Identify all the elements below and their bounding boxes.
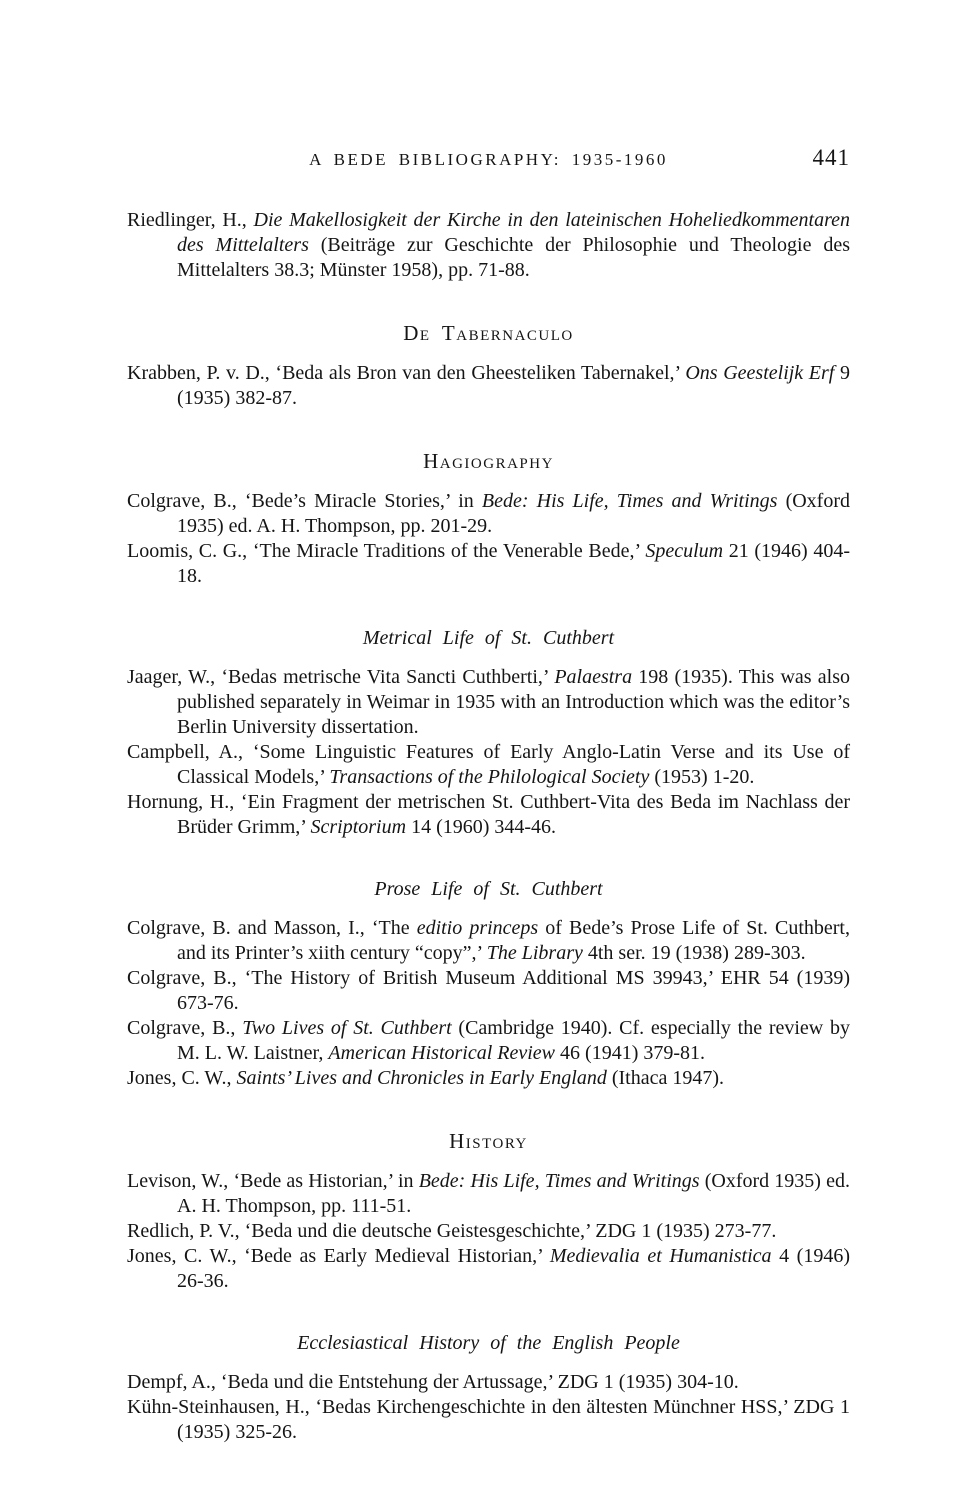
entry-text: 21 (1946) 404-18. <box>177 540 850 587</box>
entry-text: Dempf, A., ‘Beda und die Entstehung der Artussage,’ ZDG 1 (1935) 304-10. <box>127 1371 739 1393</box>
entry-italic-text: Bede: His Life, Times and Writings <box>481 490 778 512</box>
entry-text: Colgrave, B., <box>127 1017 243 1039</box>
page-number: 441 <box>812 145 850 170</box>
entry-italic-text: editio princeps <box>416 917 539 939</box>
entry-italic-text: Bede: His Life, Times and Writings <box>418 1170 700 1192</box>
bibliography-section <box>127 1129 850 1294</box>
bibliography-entry <box>127 1066 850 1091</box>
bibliography-entry <box>127 1219 850 1244</box>
entry-text: (Beiträge zur Geschichte der Philosophie und Theologie des Mittelalters 38.3; Münster 1958), pp. 71-88. <box>177 234 850 281</box>
entry-italic-text: Transactions of the Philological Society <box>329 766 650 788</box>
entry-text: (1953) 1-20. <box>649 766 755 788</box>
bibliography-entry <box>127 361 850 411</box>
bibliography-section <box>127 208 850 283</box>
section-heading: De Tabernaculo <box>403 321 574 345</box>
entry-italic-text: The Library <box>486 942 583 964</box>
entry-text: Levison, W., ‘Bede as Historian,’ in <box>127 1170 419 1192</box>
page-header <box>127 145 850 178</box>
bibliography-entry <box>127 539 850 589</box>
entry-text: (Ithaca 1947). <box>606 1067 724 1089</box>
entry-italic-text: American Historical Review <box>328 1042 556 1064</box>
text-column <box>127 145 851 1445</box>
section-heading: Ecclesiastical History of the English People <box>297 1332 680 1354</box>
bibliography-section <box>127 449 850 589</box>
section-heading: Metrical Life of St. Cuthbert <box>362 627 615 649</box>
bibliography-section <box>127 321 850 411</box>
bibliography-entry <box>127 1016 850 1066</box>
entry-text: 198 (1935). This was also published separately in Weimar in 1935 with an Introduction which was the editor’s Berlin University dissertation. <box>177 666 850 738</box>
bibliography-section <box>127 878 850 1091</box>
entry-italic-text: Scriptorium <box>310 816 407 838</box>
entry-text: Colgrave, B., ‘Bede’s Miracle Stories,’ in <box>127 490 482 512</box>
entry-italic-text: Two Lives of St. Cuthbert <box>242 1017 452 1039</box>
entry-text: 14 (1960) 344-46. <box>406 816 557 838</box>
bibliography-entry <box>127 489 850 539</box>
entry-text: (Cambridge 1940). Cf. especially the review by M. L. W. Laistner, <box>177 1017 851 1064</box>
bibliography-entry <box>127 966 850 1016</box>
entry-text: 9 (1935) 382-87. <box>177 362 851 409</box>
entry-text: Jones, C. W., ‘Bede as Early Medieval Historian,’ <box>127 1245 550 1267</box>
entry-text: Colgrave, B. and Masson, I., ‘The <box>127 917 417 939</box>
bibliography-entry <box>127 1169 850 1219</box>
entry-italic-text: Medievalia et Humanistica <box>549 1245 772 1267</box>
bibliography-section <box>127 1332 850 1445</box>
entry-text: Loomis, C. G., ‘The Miracle Traditions of the Venerable Bede,’ <box>127 540 646 562</box>
entry-text: 46 (1941) 379-81. <box>555 1042 706 1064</box>
section-heading: History <box>449 1129 528 1153</box>
bibliography-section <box>127 627 850 840</box>
entry-text: Kühn-Steinhausen, H., ‘Bedas Kirchengeschichte in den ältesten Münchner HSS,’ ZDG 1 (1935) 325-26. <box>127 1396 850 1443</box>
entry-text: Krabben, P. v. D., ‘Beda als Bron van den Gheesteliken Tabernakel,’ <box>127 362 686 384</box>
section-heading: Hagiography <box>423 449 554 473</box>
entry-text: Campbell, A., ‘Some Linguistic Features of Early Anglo-Latin Verse and its Use of Classical Models,’ <box>127 741 850 788</box>
entry-text: (Oxford 1935) ed. A. H. Thompson, pp. 201-29. <box>177 490 850 537</box>
bibliography-entry <box>127 1395 850 1445</box>
entry-italic-text: Die Makellosigkeit der Kirche in den lateinischen Hoheliedkommentaren des Mittelalters <box>177 209 850 256</box>
entry-text: 4 (1946) 26-36. <box>177 1245 850 1292</box>
bibliography-entry <box>127 1244 850 1294</box>
entry-italic-text: Palaestra <box>554 666 633 688</box>
bibliography-entry <box>127 665 850 740</box>
bibliography-entry <box>127 1370 850 1395</box>
entry-text: Riedlinger, H., <box>127 209 254 231</box>
entry-text: of Bede’s Prose Life of St. Cuthbert, and its Printer’s xiith century “copy”,’ <box>177 917 850 964</box>
running-title: A BEDE BIBLIOGRAPHY: 1935-1960 <box>309 150 668 169</box>
entry-text: Jaager, W., ‘Bedas metrische Vita Sancti Cuthberti,’ <box>127 666 555 688</box>
section-heading: Prose Life of St. Cuthbert <box>374 878 603 900</box>
entry-text: Jones, C. W., <box>127 1067 237 1089</box>
entry-text: Redlich, P. V., ‘Beda und die deutsche Geistesgeschichte,’ ZDG 1 (1935) 273-77. <box>127 1220 777 1242</box>
entry-text: (Oxford 1935) ed. A. H. Thompson, pp. 111-51. <box>177 1170 851 1217</box>
entry-text: Hornung, H., ‘Ein Fragment der metrischen St. Cuthbert-Vita des Beda im Nachlass der Brüder Grimm,’ <box>127 791 850 838</box>
sections <box>127 208 850 1445</box>
entry-italic-text: Saints’ Lives and Chronicles in Early England <box>236 1067 607 1089</box>
entry-italic-text: Ons Geestelijk Erf <box>685 362 835 384</box>
bibliography-entry <box>127 208 850 283</box>
entry-italic-text: Speculum <box>645 540 724 562</box>
bibliography-entry <box>127 740 850 790</box>
bibliography-entry <box>127 916 850 966</box>
entry-text: Colgrave, B., ‘The History of British Museum Additional MS 39943,’ EHR 54 (1939) 673-76. <box>127 967 850 1014</box>
entry-text: 4th ser. 19 (1938) 289-303. <box>582 942 806 964</box>
bibliography-entry <box>127 790 850 840</box>
